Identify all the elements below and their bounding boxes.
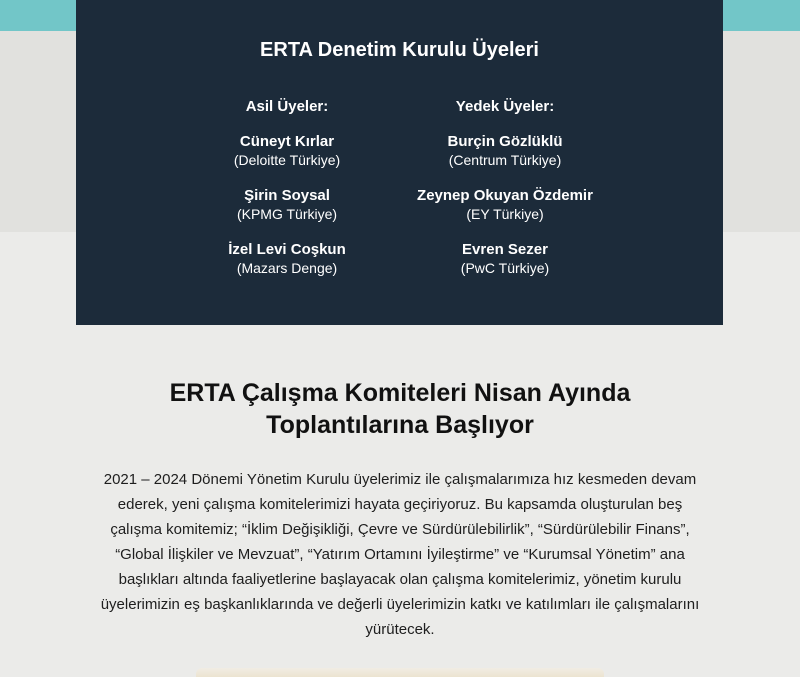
member-organization: (KPMG Türkiye) [236,206,338,222]
article-body: 2021 – 2024 Dönemi Yönetim Kurulu üyelerimiz ile çalışmalarımıza hız kesmeden devam ederek, yeni çalışma komitelerimizi hayata geçiriyoruz. Bu kapsamda oluşturulan beş çalışma komitemiz; “İklim Değişikliği, Çevre ve Sürdürülebilirlik”, “Sürdürülebilir Finans”, “Global İlişkiler ve Mevzuat”, “Yatırım Ortamını İyileştirme” ve “Kurumsal Yönetim” ana başlıkları altında faaliyetlerine başlayacak olan çalışma komitelerimiz, yönetim kurulu üyelerimizin eş başkanlıklarında ve değerli üyelerimizin katkı ve katılımları ile çalışmalarını yürütecek. [100,471,700,638]
audit-board-panel [76,0,723,325]
member-entry [385,186,625,240]
member-entry [167,186,407,240]
member-name: Cüneyt Kırlar [239,133,335,150]
member-organization: (Mazars Denge) [236,260,338,276]
board-title: ERTA Denetim Kurulu Üyeleri [260,39,539,61]
member-organization: (PwC Türkiye) [460,260,550,276]
principal-members-heading: Asil Üyeler: [245,98,329,115]
substitute-members-column [385,97,625,294]
principal-members-column [167,97,407,294]
article-title: ERTA Çalışma Komiteleri Nisan Ayında Toplantılarına Başlıyor [169,379,631,439]
member-entry [385,240,625,294]
member-organization: (Centrum Türkiye) [448,152,562,168]
next-card-edge [196,668,604,677]
member-name: Burçin Gözlüklü [447,133,563,150]
member-entry [385,132,625,186]
member-organization: (Deloitte Türkiye) [233,152,341,168]
member-organization: (EY Türkiye) [466,206,544,222]
member-entry [167,240,407,294]
member-name: Evren Sezer [462,241,548,258]
member-name: İzel Levi Coşkun [228,241,346,258]
member-entry [167,132,407,186]
substitute-members-heading: Yedek Üyeler: [455,98,555,115]
member-name: Şirin Soysal [244,187,330,204]
member-name: Zeynep Okuyan Özdemir [417,187,593,204]
